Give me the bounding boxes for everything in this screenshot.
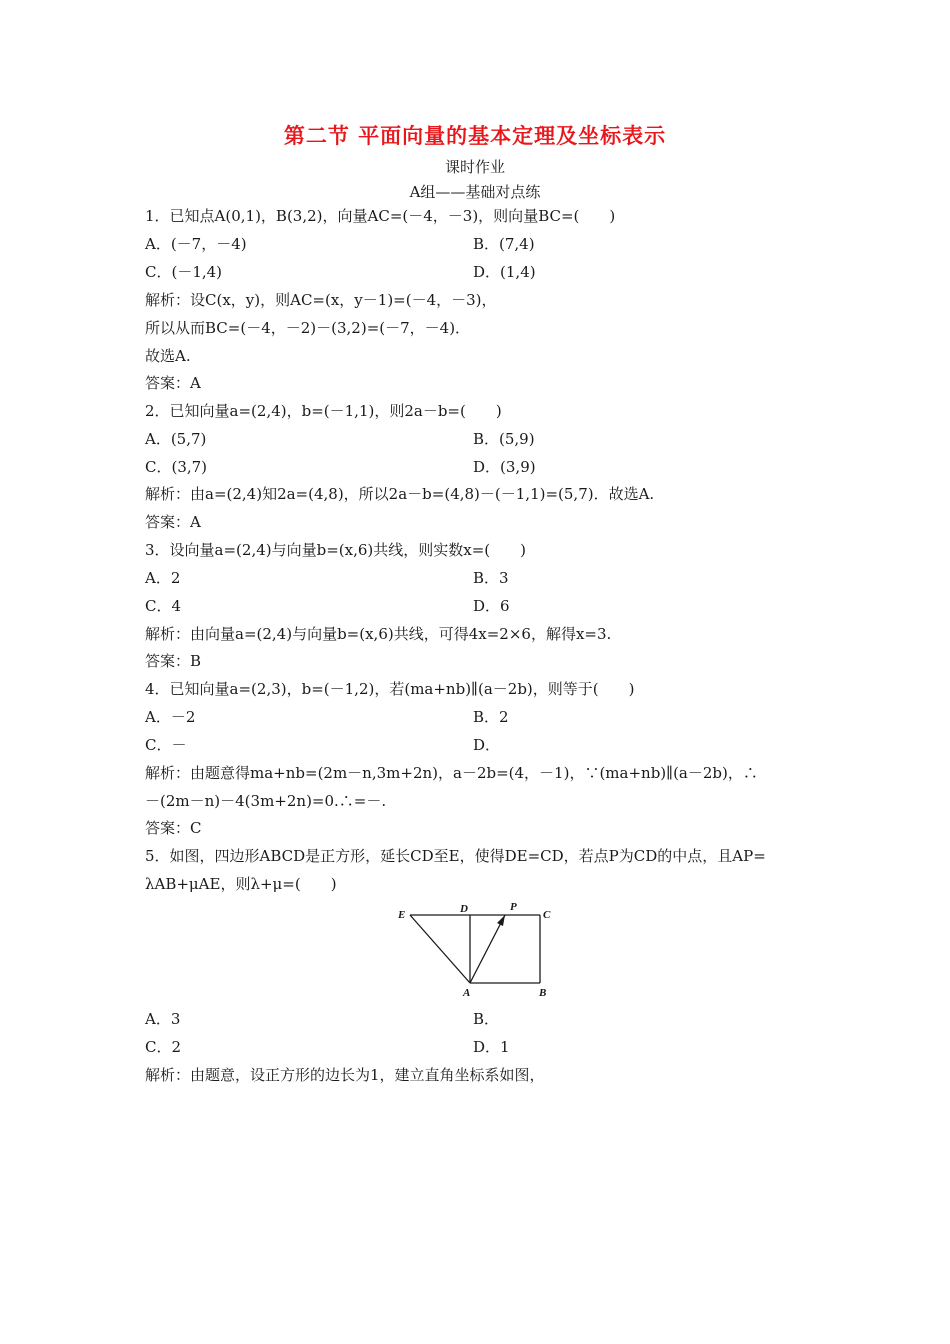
q3-solution-line-1: 解析：由向量a=(2,4)与向量b=(x,6)共线，可得4x=2×6，解得x=3. [145, 625, 612, 643]
q3-option-a: A．2 [145, 569, 181, 587]
q4-solution-line-1: 解析：由题意得ma+nb=(2m－n,3m+2n)，a－2b=(4，－1)，∵(ma+nb)∥(a－2b)，∴ [145, 764, 758, 782]
q1-option-c: C．(－1,4) [145, 263, 223, 281]
q4-stem: 4．已知向量a=(2,3)，b=(－1,2)，若(ma+nb)∥(a－2b)，则等于( ) [145, 680, 635, 698]
q2-option-c: C．(3,7) [145, 458, 208, 476]
q5-option-b: B． [473, 1010, 500, 1028]
q1-stem: 1．已知点A(0,1)，B(3,2)，向量AC=(－4，－3)，则向量BC=( ) [145, 207, 616, 225]
q2-option-b: B．(5,9) [473, 430, 535, 448]
q2-answer: 答案：A [145, 513, 201, 531]
label-a: A [463, 987, 471, 999]
q4-solution-line-2: －(2m－n)－4(3m+2n)=0.∴=－. [145, 792, 387, 810]
q3-option-d: D．6 [473, 597, 510, 615]
q5-option-c: C．2 [145, 1038, 182, 1056]
q1-option-a: A．(－7，－4) [145, 235, 247, 253]
q4-answer: 答案：C [145, 819, 202, 837]
line-ea [410, 915, 470, 983]
q2-option-d: D．(3,9) [473, 458, 536, 476]
q2-option-a: A．(5,7) [145, 430, 207, 448]
q3-stem: 3．设向量a=(2,4)与向量b=(x,6)共线，则实数x=( ) [145, 541, 526, 559]
q3-answer: 答案：B [145, 652, 202, 670]
q1-solution-line-1: 解析：设C(x，y)，则AC=(x，y－1)=(－4，－3)， [145, 291, 497, 309]
q5-stem-line-1: 5．如图，四边形ABCD是正方形，延长CD至E，使得DE=CD，若点P为CD的中点，且AP= [145, 847, 766, 865]
q5-option-d: D．1 [473, 1038, 510, 1056]
q5-solution-line-1: 解析：由题意，设正方形的边长为1，建立直角坐标系如图， [145, 1066, 545, 1084]
square-figure [390, 898, 560, 1004]
label-b: B [539, 987, 547, 999]
q3-option-b: B．3 [473, 569, 509, 587]
q2-solution-line-1: 解析：由a=(2,4)知2a=(4,8)，所以2a－b=(4,8)－(－1,1)=(5,7)．故选A. [145, 485, 655, 503]
q1-solution-line-2: 所以从而BC=(－4，－2)－(3,2)=(－7，－4)． [145, 319, 471, 337]
vector-ap-arrowhead [497, 915, 505, 926]
q5-option-a: A．3 [145, 1010, 181, 1028]
group-heading: A组——基础对点练 [409, 183, 541, 201]
q1-answer: 答案：A [145, 374, 201, 392]
label-e: E [398, 909, 406, 921]
label-d: D [460, 903, 468, 915]
page-title: 第二节 平面向量的基本定理及坐标表示 [283, 123, 667, 148]
vector-ap [470, 915, 505, 983]
q1-solution-line-3: 故选A. [145, 347, 191, 365]
q4-option-c: C．－ [145, 736, 187, 754]
q5-stem-line-2: λAB+μAE，则λ+μ=( ) [145, 875, 337, 893]
label-p: P [510, 901, 517, 913]
q1-option-b: B．(7,4) [473, 235, 535, 253]
q4-option-a: A．－2 [145, 708, 196, 726]
subtitle: 课时作业 [444, 158, 505, 176]
q3-option-c: C．4 [145, 597, 182, 615]
label-c: C [543, 909, 551, 921]
q2-stem: 2．已知向量a=(2,4)，b=(－1,1)，则2a－b=( ) [145, 402, 502, 420]
q4-option-b: B．2 [473, 708, 509, 726]
q4-option-d: D． [473, 736, 501, 754]
q1-option-d: D．(1,4) [473, 263, 536, 281]
